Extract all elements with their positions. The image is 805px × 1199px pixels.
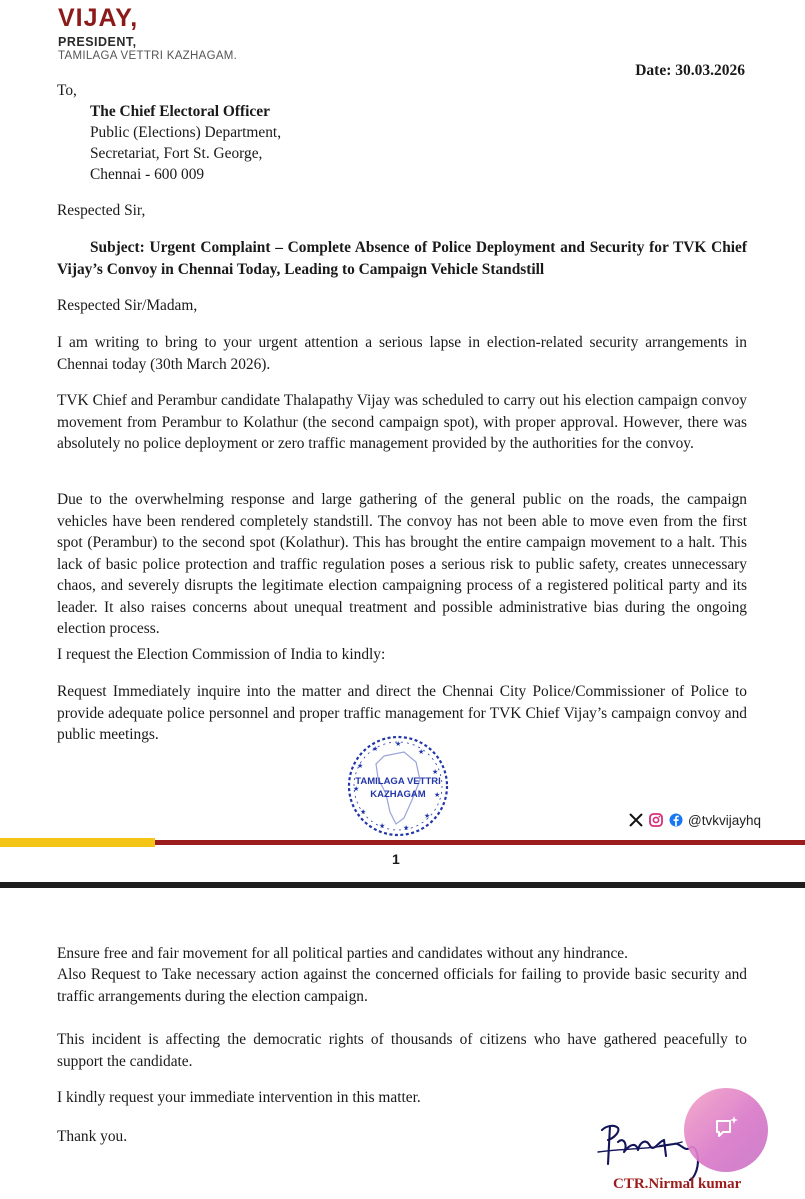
recipient-title: The Chief Electoral Officer <box>90 103 270 120</box>
address-line: Public (Elections) Department, <box>90 124 282 141</box>
address-line: Secretariat, Fort St. George, <box>90 145 263 162</box>
body-paragraph: Due to the overwhelming response and large gathering of the general public on the roads, the campaign vehicles have been rendered completely standstill. The convoy has not been able to move even from the first spot (Perambur) to the second spot (Kolathur). This has brought the entire campaign movement to a halt. This lack of basic police protection and traffic regulation poses a serious risk to public safety, creates unnecessary chaos, and severely disrupts the legitimate election campaigning process of a registered political party and its leader. It also raises concerns about unequal treatment and possible administrative bias during the ongoing election process. <box>57 491 747 637</box>
footer-color-bar <box>0 838 805 847</box>
body-paragraph: Ensure free and fair movement for all political parties and candidates without any hindrance. <box>57 945 628 962</box>
party-seal-stamp <box>346 734 450 838</box>
social-handle: @tvkvijayhq <box>688 812 761 828</box>
svg-text:★: ★ <box>379 822 386 830</box>
body-paragraph: Request Immediately inquire into the matter and direct the Chennai City Police/Commissioner of Police to provide adequate police personnel and proper traffic management for TVK Chief Vijay’s campaign convoy and public meetings. <box>57 683 747 743</box>
body-paragraph: Also Request to Take necessary action against the concerned officials for failing to provide basic security and traffic arrangements during the election campaign. <box>57 966 747 1005</box>
letterhead-name: VIJAY, <box>58 4 139 32</box>
letter-date: Date: 30.03.2026 <box>635 62 745 79</box>
svg-text:★: ★ <box>395 740 402 748</box>
body-paragraph: This incident is affecting the democratic rights of thousands of citizens who have gathered peacefully to support the candidate. <box>57 1031 747 1070</box>
salutation: Respected Sir, <box>57 202 146 219</box>
footer-bar-red <box>155 840 805 845</box>
svg-text:★: ★ <box>372 745 379 753</box>
instagram-icon <box>648 812 664 828</box>
seal-text-line1: TAMILAGA VETTRI <box>355 776 441 787</box>
letterhead-role: PRESIDENT, <box>58 35 137 49</box>
floating-chat-button[interactable] <box>684 1088 768 1172</box>
svg-text:★: ★ <box>434 791 441 799</box>
body-paragraph: TVK Chief and Perambur candidate Thalapathy Vijay was scheduled to carry out his election campaign convoy movement from Perambur to Kolathur (the second campaign spot), with proper approval. However, there was absolutely no police deployment or zero traffic management provided by the authorities for the convoy. <box>57 392 747 452</box>
svg-text:★: ★ <box>357 762 364 770</box>
svg-text:★: ★ <box>403 824 410 832</box>
svg-text:★: ★ <box>353 785 360 793</box>
facebook-icon <box>668 812 684 828</box>
greeting: Respected Sir/Madam, <box>57 297 198 314</box>
x-icon <box>628 812 644 828</box>
subject-line: Subject: Urgent Complaint – Complete Absence of Police Deployment and Security for TVK Chief Vijay’s Convoy in Chennai Today, Leading to Campaign Vehicle Standstill <box>57 239 747 278</box>
body-paragraph: I kindly request your immediate intervention in this matter. <box>57 1089 421 1106</box>
social-handle-group <box>628 812 761 828</box>
sparkle-chat-icon <box>711 1113 741 1148</box>
body-paragraph: I request the Election Commission of India to kindly: <box>57 646 386 663</box>
footer-bar-yellow <box>0 838 155 847</box>
letterhead-party: TAMILAGA VETTRI KAZHAGAM. <box>58 50 238 62</box>
body-paragraph: I am writing to bring to your urgent attention a serious lapse in election-related security arrangements in Chennai today (30th March 2026). <box>57 334 747 373</box>
seal-text-line2: KAZHAGAM <box>370 789 426 800</box>
svg-text:★: ★ <box>360 808 367 816</box>
signatory-name: CTR.Nirmal kumar <box>613 1176 742 1192</box>
page-number: 1 <box>392 851 400 867</box>
svg-text:★: ★ <box>424 812 431 820</box>
svg-text:★: ★ <box>432 768 439 776</box>
address-line: Chennai - 600 009 <box>90 166 205 183</box>
svg-text:★: ★ <box>418 748 425 756</box>
to-label: To, <box>57 82 77 99</box>
closing-thanks: Thank you. <box>57 1128 128 1145</box>
